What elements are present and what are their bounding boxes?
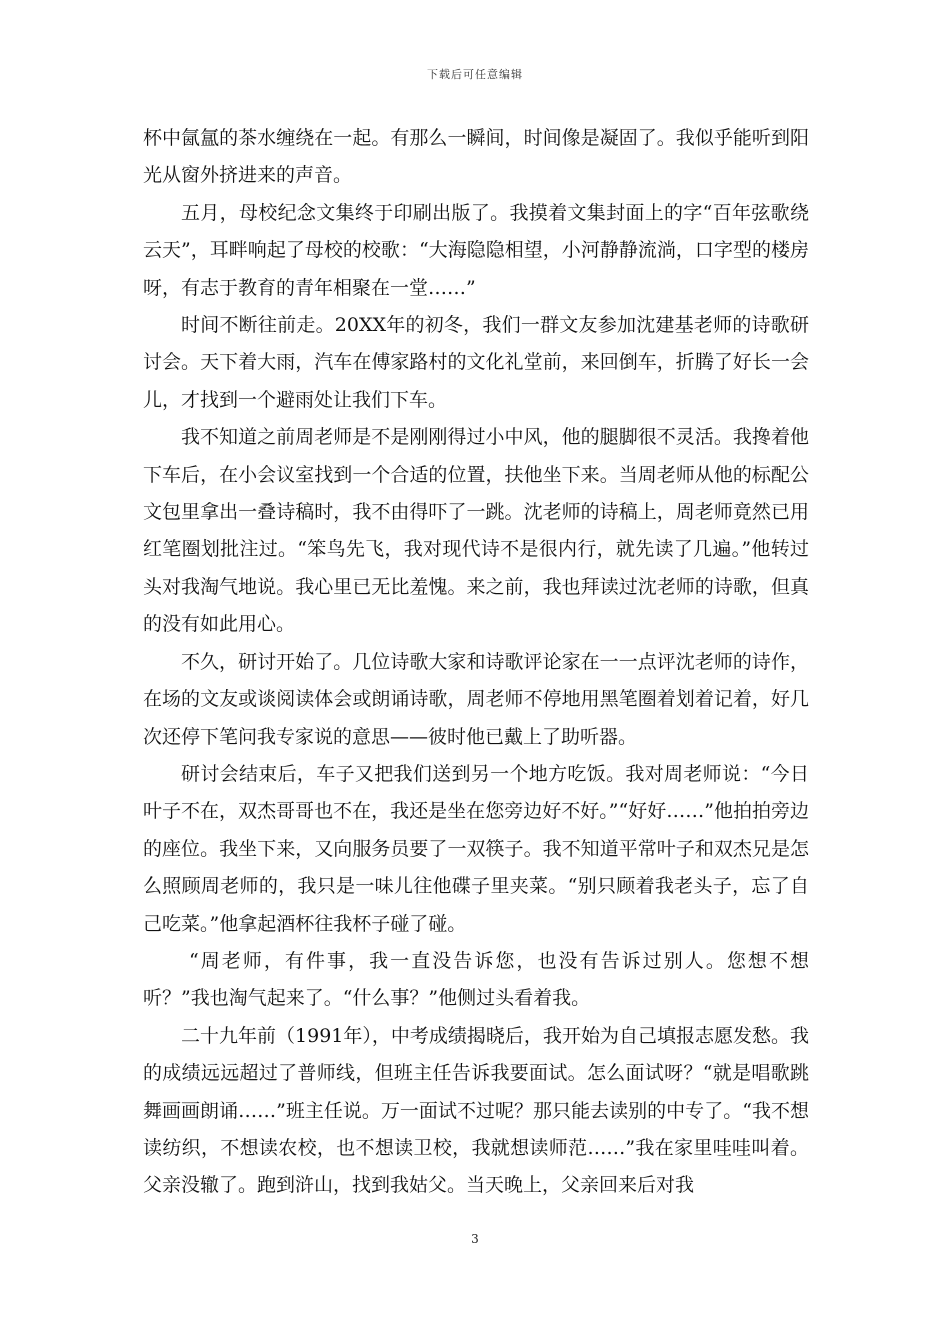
paragraph-6: 研讨会结束后，车子又把我们送到另一个地方吃饭。我对周老师说：“今日叶子不在，双杰哥哥也不在，我还是坐在您旁边好不好。”“好好……”他拍拍旁边的座位。我坐下来，又向服务员要了一双筷子。我不知道平常叶子和双杰兄是怎么照顾周老师的，我只是一味儿往他碟子里夹菜。“别只顾着我老头子，忘了自己吃菜。”他拿起酒杯往我杯子碰了碰。	[143, 762, 809, 935]
paragraph-3: 时间不断往前走。20XX年的初冬，我们一群文友参加沈建基老师的诗歌研讨会。天下着大雨，汽车在傅家路村的文化礼堂前，来回倒车，折腾了好长一会儿，才找到一个避雨处让我们下车。	[143, 314, 809, 411]
page-header: 下载后可任意编辑	[427, 68, 523, 81]
page-number: 3	[471, 1232, 479, 1246]
paragraph-2: 五月，母校纪念文集终于印刷出版了。我摸着文集封面上的字“百年弦歌绕云天”，耳畔响起了母校的校歌：“大海隐隐相望，小河静静流淌，口字型的楼房呀，有志于教育的青年相聚在一堂……”	[143, 201, 809, 299]
paragraph-5: 不久，研讨开始了。几位诗歌大家和诗歌评论家在一一点评沈老师的诗作，在场的文友或谈阅读体会或朗诵诗歌，周老师不停地用黑笔圈着划着记着，好几次还停下笔问我专家说的意思——彼时他已戴上了助听器。	[143, 650, 809, 748]
paragraph-8: 二十九年前（1991年），中考成绩揭晓后，我开始为自己填报志愿发愁。我的成绩远远超过了普师线，但班主任告诉我要面试。怎么面试呀？“就是唱歌跳舞画画朗诵……”班主任说。万一面试不过呢？那只能去读别的中专了。“我不想读纺织，不想读农校，也不想读卫校，我就想读师范……”我在家里哇哇叫着。父亲没辙了。跑到浒山，找到我姑父。当天晚上，父亲回来后对我	[143, 1024, 809, 1197]
document-body	[143, 120, 809, 1205]
paragraph-7: “周老师，有件事，我一直没告诉您，也没有告诉过别人。您想不想听？”我也淘气起来了。“什么事？”他侧过头看着我。	[143, 949, 809, 1010]
paragraph-1: 杯中氤氲的茶水缠绕在一起。有那么一瞬间，时间像是凝固了。我似乎能听到阳光从窗外挤进来的声音。	[143, 127, 809, 187]
paragraph-4: 我不知道之前周老师是不是刚刚得过小中风，他的腿脚很不灵活。我搀着他下车后，在小会议室找到一个合适的位置，扶他坐下来。当周老师从他的标配公文包里拿出一叠诗稿时，我不由得吓了一跳。沈老师的诗稿上，周老师竟然已用红笔圈划批注过。“笨鸟先飞，我对现代诗不是很内行，就先读了几遍。”他转过头对我淘气地说。我心里已无比羞愧。来之前，我也拜读过沈老师的诗歌，但真的没有如此用心。	[143, 426, 809, 636]
